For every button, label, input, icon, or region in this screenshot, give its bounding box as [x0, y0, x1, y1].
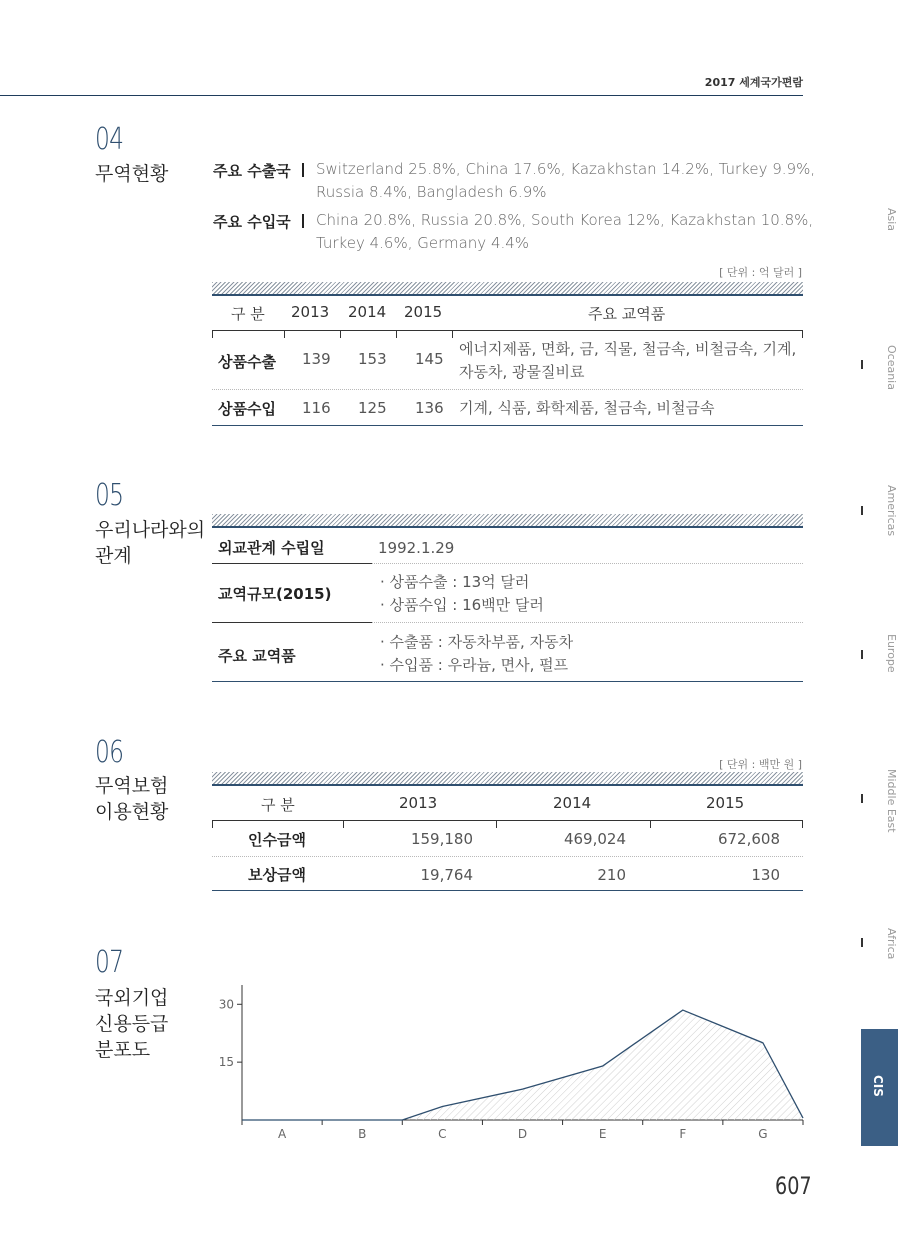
cell-value: 130 [751, 866, 780, 884]
side-tick [861, 794, 863, 803]
table-bottom-rule [212, 681, 803, 682]
section-title-line3: 분포도 [95, 1039, 151, 1061]
export-partners-label: 주요 수출국 [213, 162, 291, 180]
cell-items: 기계, 식품, 화학제품, 철금속, 비철금속 [459, 399, 715, 417]
table-top-rule [212, 526, 803, 528]
section-number-07: 07 [95, 945, 124, 980]
row-label-main-items: 주요 교역품 [218, 647, 296, 665]
side-tab-asia[interactable]: Asia [885, 208, 898, 232]
row-label-imports: 상품수입 [218, 400, 276, 418]
side-tick [861, 360, 863, 369]
x-tick-label: C [438, 1127, 447, 1141]
section-number-04: 04 [95, 122, 124, 157]
section-number-06: 06 [95, 735, 124, 770]
side-tick [861, 506, 863, 515]
section-title-line1: 국외기업 [95, 987, 169, 1009]
row-label-diplomatic: 외교관계 수립일 [218, 539, 325, 557]
cell-value: 139 [302, 350, 331, 368]
y-tick-label: 30 [218, 997, 234, 1012]
row-label-trade-size: 교역규모(2015) [218, 585, 332, 603]
section-title-line1: 우리나라와의 [95, 519, 206, 541]
side-tab-oceania[interactable]: Oceania [885, 345, 898, 390]
cell-value: 145 [415, 350, 444, 368]
row-value-trade-size-2: · 상품수입 : 16백만 달러 [380, 596, 544, 614]
col-header-2015: 2015 [706, 794, 745, 812]
section-title-line2: 신용등급 [95, 1013, 169, 1035]
side-tab-africa[interactable]: Africa [885, 928, 898, 960]
x-tick-label: B [358, 1127, 367, 1141]
credit-rating-chart [200, 975, 820, 1150]
tick [212, 330, 213, 338]
header-bottom-rule [212, 330, 803, 331]
export-partners-line1: Switzerland 25.8%, China 17.6%, Kazakhstan 14.2%, Turkey 9.9%, [316, 160, 816, 178]
row-divider [372, 563, 803, 564]
side-tab-europe[interactable]: Europe [885, 634, 898, 673]
section-number-05: 05 [95, 478, 124, 513]
cell-value: 136 [415, 399, 444, 417]
x-tick-label: D [517, 1127, 528, 1141]
y-tick-label: 15 [218, 1055, 234, 1070]
unit-label: [ 단위 : 백만 원 ] [719, 758, 802, 771]
row-value-diplomatic: 1992.1.29 [378, 539, 455, 557]
tick [284, 330, 285, 338]
cell-value: 672,608 [717, 830, 780, 848]
cell-items: 에너지제품, 면화, 금, 직물, 철금속, 비철금속, 기계, [459, 340, 797, 358]
tick [343, 820, 344, 828]
tick [802, 330, 803, 338]
section-title-line2: 관계 [95, 545, 132, 567]
header-bottom-rule [212, 820, 803, 821]
col-header-2013: 2013 [291, 303, 330, 321]
cell-value: 159,180 [410, 830, 473, 848]
tick [452, 330, 453, 338]
table-top-rule [212, 294, 803, 296]
col-header-category: 구 분 [231, 305, 265, 323]
col-header-2014: 2014 [553, 794, 592, 812]
tick [650, 820, 651, 828]
cell-value: 469,024 [563, 830, 626, 848]
table-hatch-rule [212, 772, 803, 784]
cell-value: 19,764 [420, 866, 473, 884]
label-bar [302, 163, 304, 177]
section-title-line1: 무역보험 [95, 775, 169, 797]
col-header-main-items: 주요 교역품 [588, 305, 666, 323]
side-tick [861, 650, 863, 659]
row-value-trade-size-1: · 상품수출 : 13억 달러 [380, 573, 530, 591]
label-divider [212, 563, 372, 564]
side-tab-americas[interactable]: Americas [885, 485, 898, 537]
table-hatch-rule [212, 514, 803, 526]
import-partners-line2: Turkey 4.6%, Germany 4.4% [316, 234, 530, 252]
table-hatch-rule [212, 282, 803, 294]
row-label-underwritten: 인수금액 [248, 831, 306, 849]
cell-items: 자동차, 광물질비료 [459, 363, 585, 381]
tick [802, 820, 803, 828]
col-header-2015: 2015 [404, 303, 443, 321]
cell-value: 116 [302, 399, 331, 417]
side-tab-cis-label: CIS [871, 1075, 885, 1097]
import-partners-line1: China 20.8%, Russia 20.8%, South Korea 12%, Kazakhstan 10.8%, [316, 211, 814, 229]
label-divider [212, 622, 372, 623]
col-header-category: 구 분 [261, 796, 295, 814]
x-tick-label: A [277, 1127, 287, 1141]
page-number: 607 [775, 1172, 812, 1200]
running-header: 2017 세계국가편람 [704, 76, 803, 89]
side-tab-middle-east[interactable]: Middle East [885, 769, 898, 833]
area-fill [242, 1010, 803, 1120]
label-bar [302, 214, 304, 228]
row-divider [212, 856, 803, 857]
x-tick-label: G [758, 1127, 768, 1141]
tick [496, 820, 497, 828]
row-value-main-items-1: · 수출품 : 자동차부품, 자동차 [380, 633, 574, 651]
table-top-rule [212, 784, 803, 786]
export-partners-line2: Russia 8.4%, Bangladesh 6.9% [316, 183, 547, 201]
section-title-trade-status: 무역현황 [95, 163, 169, 185]
row-divider [212, 389, 803, 390]
table-bottom-rule [212, 425, 803, 426]
table-bottom-rule [212, 890, 803, 891]
side-tab-cis-active[interactable] [861, 1029, 898, 1146]
unit-label: [ 단위 : 억 달러 ] [719, 266, 802, 279]
col-header-2014: 2014 [348, 303, 387, 321]
x-tick-label: F [679, 1127, 687, 1141]
tick [340, 330, 341, 338]
row-divider [372, 622, 803, 623]
cell-value: 210 [597, 866, 626, 884]
cell-value: 153 [358, 350, 387, 368]
col-header-2013: 2013 [399, 794, 438, 812]
section-title-line2: 이용현황 [95, 801, 169, 823]
x-tick-label: E [598, 1127, 607, 1141]
tick [212, 820, 213, 828]
tick [396, 330, 397, 338]
side-tick [861, 938, 863, 947]
header-rule [0, 95, 803, 96]
row-label-compensation: 보상금액 [248, 866, 306, 884]
import-partners-label: 주요 수입국 [213, 213, 291, 231]
row-label-exports: 상품수출 [218, 353, 276, 371]
row-value-main-items-2: · 수입품 : 우라늄, 면사, 펄프 [380, 656, 569, 674]
cell-value: 125 [358, 399, 387, 417]
